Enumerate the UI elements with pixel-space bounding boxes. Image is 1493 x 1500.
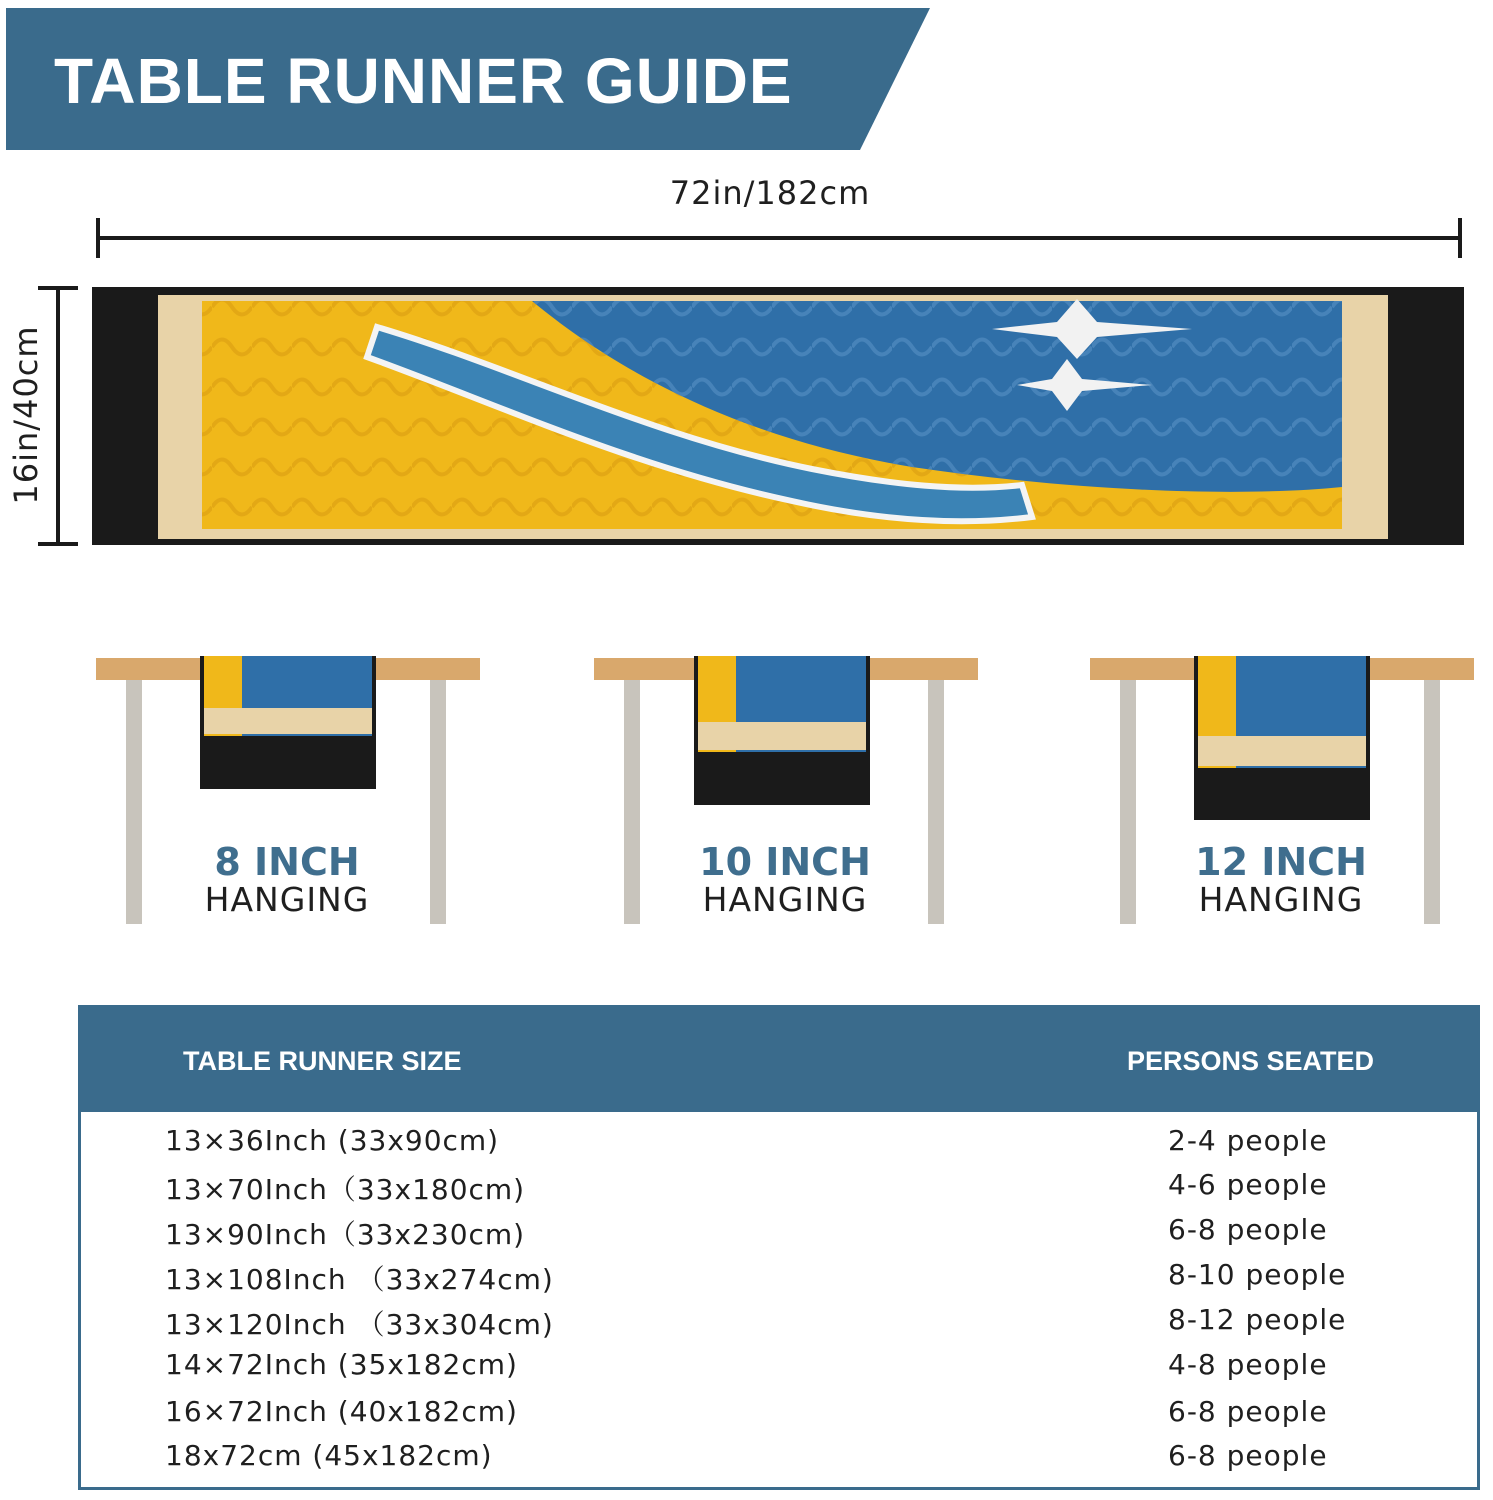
hanging-value: 8 INCH	[214, 840, 360, 884]
table-row	[81, 1124, 1477, 1164]
persons-cell: 6-8 people	[1168, 1395, 1328, 1428]
table-row	[81, 1258, 1477, 1298]
size-cell: 16×72Inch (40x182cm)	[165, 1395, 518, 1428]
size-table-header	[81, 1008, 1477, 1112]
size-table	[78, 1005, 1480, 1490]
persons-cell: 4-6 people	[1168, 1168, 1328, 1201]
page-title: TABLE RUNNER GUIDE	[54, 45, 793, 117]
size-cell: 13×70Inch（33x180cm)	[165, 1173, 526, 1206]
table-10-inch-hanging	[590, 600, 980, 930]
table-row	[81, 1348, 1477, 1388]
persons-cell: 6-8 people	[1168, 1439, 1328, 1472]
hanging-label: HANGING	[702, 880, 868, 919]
table-row	[81, 1395, 1477, 1435]
size-cell: 13×120Inch （33x304cm)	[165, 1308, 554, 1341]
hanging-label: HANGING	[204, 880, 370, 919]
table-8-inch-hanging	[92, 600, 482, 930]
table-row	[81, 1439, 1477, 1479]
persons-cell: 8-10 people	[1168, 1258, 1347, 1291]
table-12-inch-hanging	[1086, 600, 1476, 930]
size-cell: 14×72Inch (35x182cm)	[165, 1348, 518, 1381]
persons-cell: 6-8 people	[1168, 1213, 1328, 1246]
width-dimension-line	[96, 216, 1462, 260]
size-cell: 13×90Inch（33x230cm)	[165, 1218, 526, 1251]
table-row	[81, 1303, 1477, 1343]
column-header-persons: PERSONS SEATED	[1127, 1046, 1375, 1076]
size-cell: 13×108Inch （33x274cm)	[165, 1263, 554, 1296]
size-cell: 18x72cm (45x182cm)	[165, 1439, 493, 1472]
persons-cell: 8-12 people	[1168, 1303, 1347, 1336]
hanging-label: HANGING	[1198, 880, 1364, 919]
size-cell: 13×36Inch (33x90cm)	[165, 1124, 500, 1157]
hanging-value: 10 INCH	[699, 840, 871, 884]
height-dimension-label: 16in/40cm	[7, 325, 45, 505]
column-header-size: TABLE RUNNER SIZE	[183, 1046, 462, 1076]
table-row	[81, 1213, 1477, 1253]
hanging-value: 12 INCH	[1195, 840, 1367, 884]
persons-cell: 2-4 people	[1168, 1124, 1328, 1157]
width-dimension-label: 72in/182cm	[669, 174, 871, 212]
persons-cell: 4-8 people	[1168, 1348, 1328, 1381]
table-row	[81, 1168, 1477, 1208]
table-runner-illustration	[92, 287, 1464, 545]
